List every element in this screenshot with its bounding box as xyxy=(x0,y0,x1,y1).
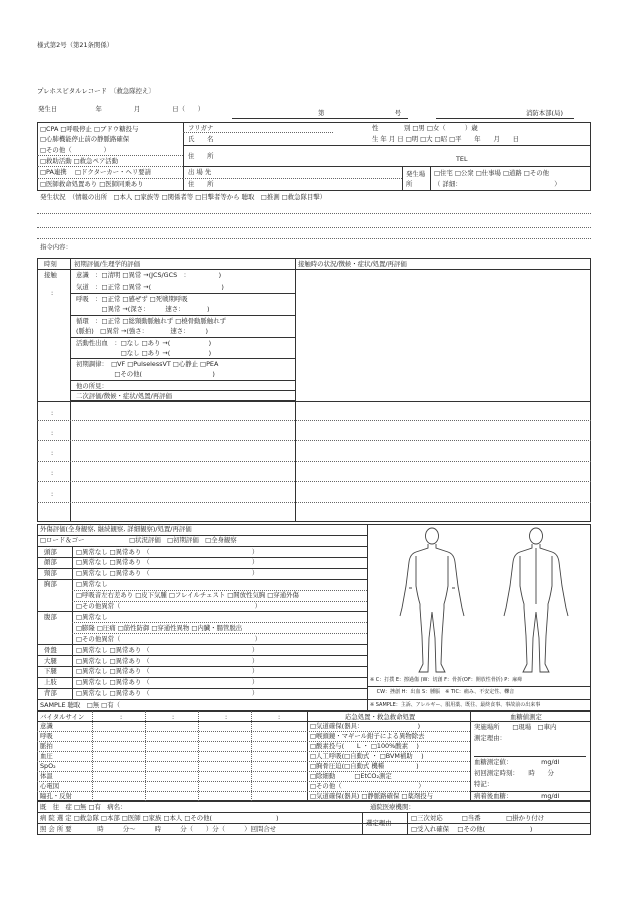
address-label: 住 所 xyxy=(188,152,214,160)
order-label: 指令内容： xyxy=(40,243,72,251)
trauma-part-label: 腹部 xyxy=(44,612,57,621)
legend-3: ※ SAMPLE：主訴、アレルギー、服用薬、既往、最終食事、事故前の出来事 xyxy=(370,702,541,708)
trauma-part-label: 下腿 xyxy=(44,667,57,676)
glucose-after[interactable]: 病着後血糖： mg/dl xyxy=(474,792,560,800)
treatment-item[interactable]: □人工呼吸(□自動式 ・ □BVM補助 ) xyxy=(310,752,424,760)
selection-options-1[interactable]: □三次対応 □当番 □掛かり付け xyxy=(411,814,545,822)
document-title: プレホスピタルレコード 〔救急隊控え〕 xyxy=(37,87,155,95)
time-colon: : xyxy=(51,289,54,297)
body-front-diagram[interactable] xyxy=(396,526,468,676)
vital-label: 呼吸 xyxy=(40,732,53,740)
time-colon-3: : xyxy=(51,429,54,437)
trauma-part-label: 大腿 xyxy=(44,656,57,665)
eval-pulse[interactable]: (脈拍) □異常 →(強さ： 速さ： ) xyxy=(76,327,209,335)
history-field[interactable]: 既 往 症 □無 □有 病名： xyxy=(40,803,127,811)
check-doctor[interactable]: □医師救命処置あり □医師同乗あり xyxy=(40,180,144,188)
furigana-label: フリガナ xyxy=(188,124,214,132)
date-label: 発生日 年 月 日（ ） xyxy=(38,105,205,113)
time-colon-2: : xyxy=(51,409,54,417)
treatment-item[interactable]: □除細動 □EtCO₂測定 xyxy=(310,772,392,780)
record-number: 第 号 xyxy=(318,109,402,117)
eval-bleeding[interactable]: 活動性出血 ：□なし □あり →( ) xyxy=(76,339,212,347)
secondary-eval: 二次評価/徴候・症状/処置/再評価 xyxy=(76,392,172,400)
vital-label: 心電図 xyxy=(40,782,60,790)
hospital-org-field[interactable]: 通院医療機関： xyxy=(370,803,415,811)
selection-reason-label: 選定理由 xyxy=(366,819,392,827)
time-colon-5: : xyxy=(51,469,54,477)
glucose-time[interactable]: 初回測定時刻： 時 分 xyxy=(474,769,554,777)
trauma-part-label: 頸部 xyxy=(44,569,57,578)
agency-label: 消防本部(局) xyxy=(526,109,563,117)
col-time: 時刻 xyxy=(44,260,57,268)
vital-label: 脈拍 xyxy=(40,742,53,750)
trauma-part-value[interactable]: □異常なし □異常あり （ ） xyxy=(76,569,259,578)
check-other[interactable]: □その他（ ） xyxy=(40,146,110,154)
eval-airway[interactable]: 気道 ：□正常 □異常 →( ) xyxy=(76,283,224,291)
vitals-time-3: : xyxy=(225,713,228,721)
situation-line[interactable]: 発生状況 （情報の出所 □本人 □家族等 □関係者等 □目撃者等から 聴取 □推測 □救急隊目撃） xyxy=(40,193,327,201)
dob-field[interactable]: 生 年 月 日 □明 □大 □昭 □平 年 月 日 xyxy=(372,135,520,143)
vital-label: 意識 xyxy=(40,722,53,730)
treatment-title: 応急処置・救急救命処置 xyxy=(345,713,416,721)
trauma-part-value[interactable]: □異常なし □異常あり （ ） xyxy=(76,558,259,567)
glucose-note[interactable]: 特記： xyxy=(474,780,494,788)
check-cpa[interactable]: □CPA □呼吸停止 □ブドウ糖投与 xyxy=(40,125,139,133)
eval-rhythm-other[interactable]: □その他( ) xyxy=(76,370,215,378)
eval-circulation[interactable]: 循環 ：□正常 □総頸動脈触れず □橈骨動脈触れず xyxy=(76,317,226,325)
sex-age-field[interactable]: 性 別 □男 □女（ ）歳 xyxy=(372,124,478,132)
trauma-part-value[interactable]: □異常なし xyxy=(76,612,108,621)
treatment-item[interactable]: □喉頭鏡・マギール鉗子による異物除去 xyxy=(310,732,425,740)
dispatch-label: 出 場 先 xyxy=(188,168,212,176)
vitals-time-2: : xyxy=(172,713,175,721)
hospital-selection[interactable]: 病 院 選 定 □救急隊 □本部 □医師 □家族 □本人 □その他( ) xyxy=(40,814,279,822)
vitals-title: バイタルサイン xyxy=(40,713,85,721)
vitals-time-4: : xyxy=(278,713,281,721)
place-detail[interactable]: （ 詳細： ） xyxy=(434,180,561,188)
trauma-part-value[interactable]: □異常なし □異常あり （ ） xyxy=(76,667,259,676)
glucose-reason[interactable]: 測定理由： xyxy=(474,734,506,742)
place-options[interactable]: □住宅 □公衆 □仕事場 □道路 □その他 xyxy=(434,169,550,177)
trauma-part-value[interactable]: □呼吸音左右差あり □皮下気腫 □フレイルチェスト □開放性気胸 □穿通外傷 xyxy=(76,591,299,600)
check-iv[interactable]: □心肺機能停止前の静脈路確保 xyxy=(40,135,130,143)
glucose-title: 血糖値測定 xyxy=(510,713,542,721)
trauma-part-label: 骨盤 xyxy=(44,645,57,654)
eval-bleeding2[interactable]: □なし □あり →( ) xyxy=(76,349,212,357)
vital-label: 血圧 xyxy=(40,752,53,760)
vital-label: 体温 xyxy=(40,772,53,780)
glucose-place[interactable]: 実施場所 □現場 □車内 xyxy=(474,723,557,731)
trauma-part-value[interactable]: □異常なし □異常あり （ ） xyxy=(76,547,259,556)
trauma-part-value[interactable]: □異常なし xyxy=(76,580,108,589)
treatment-item[interactable]: □気道確保(器具) □静脈路確保 □薬剤投与 xyxy=(310,792,434,800)
trauma-part-value[interactable]: □異常なし □異常あり （ ） xyxy=(76,645,259,654)
contact-label: 接触 xyxy=(44,271,57,279)
time-colon-4: : xyxy=(51,449,54,457)
trauma-part-label: 顔部 xyxy=(44,558,57,567)
address2-label: 住 所 xyxy=(188,180,214,188)
legend-2: CW：挫創 H：出血 S：腫脹 ※ TIC：痛み、不安定性、轢音 xyxy=(370,689,515,695)
body-back-diagram[interactable] xyxy=(500,526,572,676)
col-initial: 初期評価/生理学的評価 xyxy=(74,260,141,268)
selection-options-2[interactable]: □受入れ確保 □その他( ) xyxy=(411,825,533,833)
trauma-part-label: 胸部 xyxy=(44,580,57,589)
glucose-value[interactable]: 血糖測定値： mg/dl xyxy=(474,758,560,766)
inquiry-field[interactable]: 照 会 所 要 時 分～ 時 分（ ）分（ ）回問合せ xyxy=(40,825,277,833)
form-number: 様式第2号（第21条関係） xyxy=(37,41,114,49)
trauma-part-label: 背部 xyxy=(44,689,57,698)
trauma-part-value[interactable]: □異常なし □異常あり （ ） xyxy=(76,689,259,698)
vital-label: 瞳孔・反射 xyxy=(40,792,72,800)
trauma-part-label: 頭部 xyxy=(44,547,57,556)
treatment-item[interactable]: □胸骨圧迫(□自動式 機種 ) xyxy=(310,762,419,770)
name-label: 氏 名 xyxy=(188,135,214,143)
eval-rhythm[interactable]: 初期調律： □VF □PulselessVT □心静止 □PEA xyxy=(76,360,219,368)
col-contact: 接触時の状況/徴候・症状/処置/再評価 xyxy=(298,260,407,268)
load-and-go[interactable]: □ロード＆ゴー □状況評価 □初期評価 □全身観察 xyxy=(40,536,237,544)
vital-label: SpO₂ xyxy=(40,762,56,770)
trauma-part-label: 上肢 xyxy=(44,678,57,687)
check-rescue[interactable]: □救助活動 □救急ペア活動 xyxy=(40,157,119,165)
trauma-title: 外傷評価(全身観察, 継続観察, 詳細観察)/処置/再評価 xyxy=(40,525,192,533)
treatment-item[interactable]: □その他（ ） xyxy=(310,782,425,790)
vitals-time-1: : xyxy=(120,713,123,721)
tel-label: TEL xyxy=(456,155,468,163)
sample-field[interactable]: SAMPLE 聴取 □無 □有（ xyxy=(40,701,120,709)
trauma-part-value[interactable]: □その他異常（ ） xyxy=(76,602,261,610)
place-label: 発生場所 xyxy=(406,170,426,188)
time-colon-6: : xyxy=(51,490,54,498)
eval-breathing[interactable]: 呼吸 ：□正常 □感ぜず □死戦期呼吸 xyxy=(76,295,188,303)
trauma-part-value[interactable]: □膨隆 □圧痛 □筋性防御 □穿通性異物 □内臓・腸管脱出 xyxy=(76,623,243,632)
eval-other-findings[interactable]: 他の所見： xyxy=(76,382,108,390)
eval-consciousness[interactable]: 意識 ：□清明 □異常 →(JCS/GCS ： ) xyxy=(76,271,222,279)
eval-breathing-abn[interactable]: □異常 →(深さ： 速さ： ) xyxy=(76,305,210,313)
trauma-part-value[interactable]: □異常なし □異常あり （ ） xyxy=(76,656,259,665)
legend-1: ※ C：打撲 E：擦過傷 (W：切創 F：骨折(OF：開放性骨折) P：麻痺 xyxy=(370,677,523,683)
treatment-item[interactable]: □気道確保(器具： ) xyxy=(310,722,421,730)
treatment-item[interactable]: □酸素投与( L ・ □100%酸素 ) xyxy=(310,742,419,750)
trauma-part-value[interactable]: □異常なし □異常あり （ ） xyxy=(76,678,259,687)
trauma-part-value[interactable]: □その他異常（ ） xyxy=(76,634,261,643)
check-pa[interactable]: □PA連携 □ドクターカー・ヘリ要請 xyxy=(40,168,152,176)
